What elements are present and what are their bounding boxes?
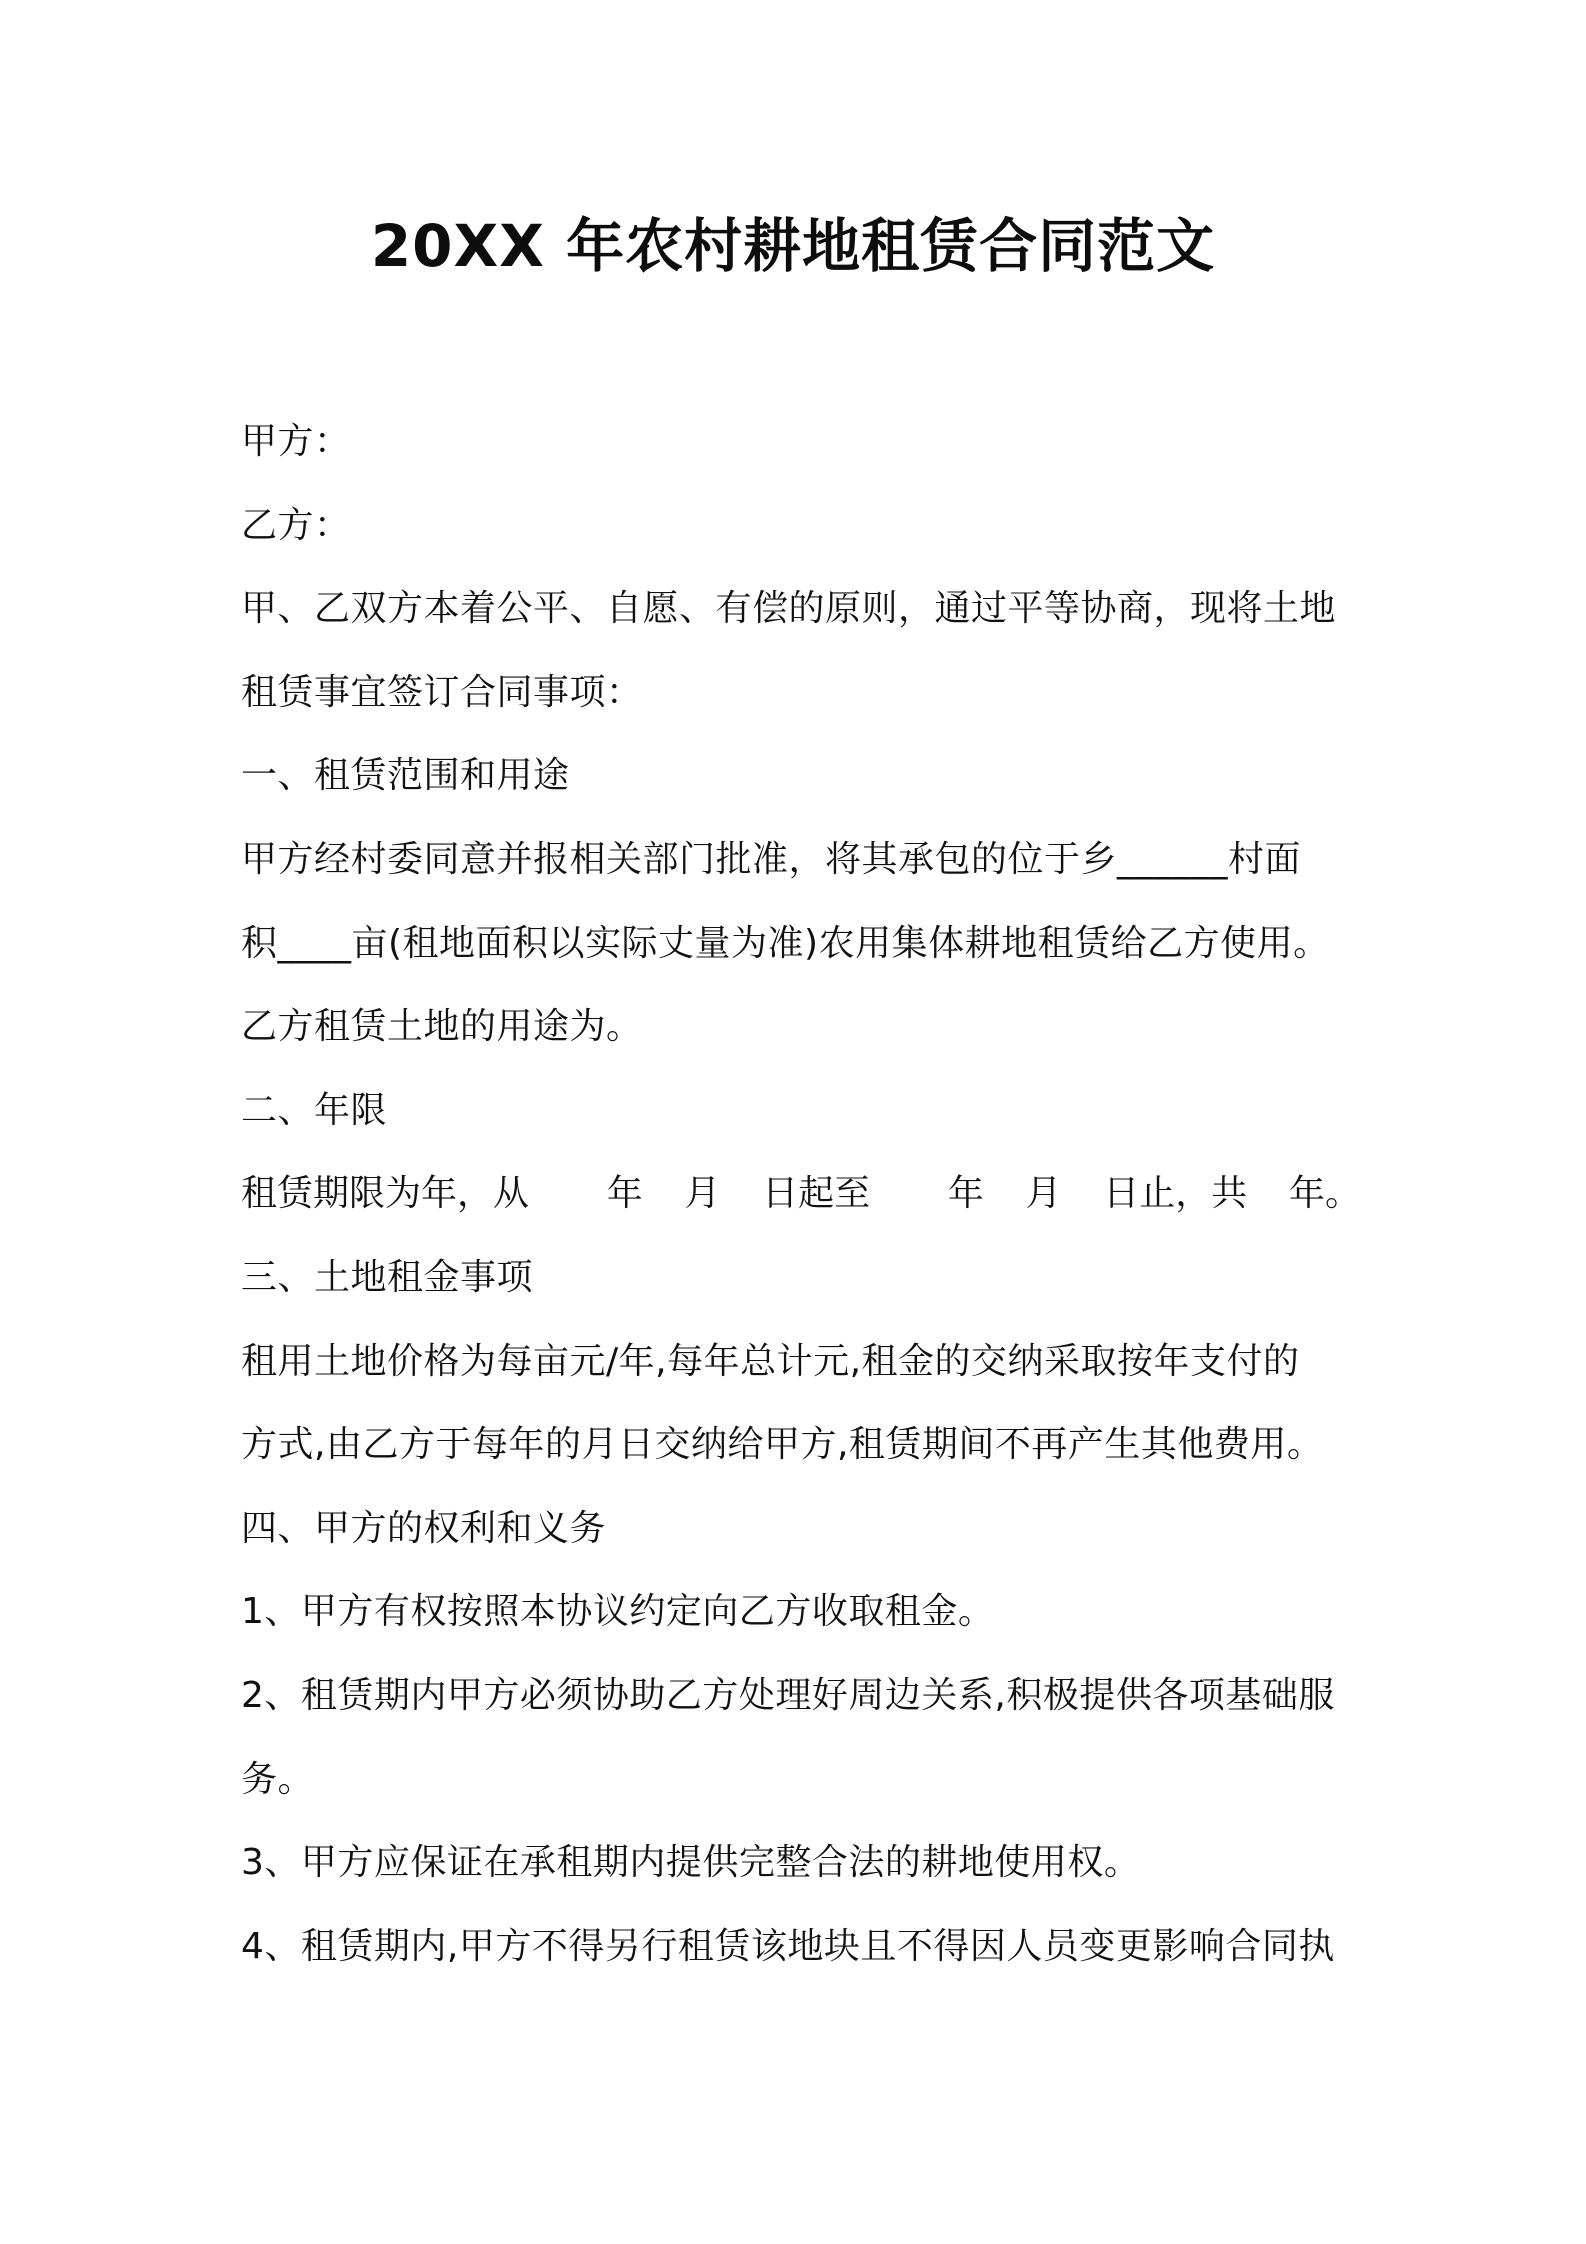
- section-4-item-4-line-1: 4、租赁期内,甲方不得另行租赁该地块且不得因人员变更影响合同执: [241, 1925, 1335, 1967]
- party-a-line: 甲方：: [241, 421, 351, 462]
- term-part-year-end: 年: [947, 1173, 984, 1215]
- intro-paragraph-line-1: 甲、乙双方本着公平、自愿、有偿的原则，通过平等协商，现将土地: [241, 588, 1337, 630]
- document-body: [241, 400, 1361, 1988]
- section-4-heading: 四、甲方的权利和义务: [241, 1507, 607, 1549]
- term-part-year-start: 年: [606, 1173, 643, 1215]
- term-part-month-start: 月: [684, 1173, 721, 1215]
- term-part-a: 租赁期限为年，从: [241, 1173, 530, 1215]
- section-3-heading: 三、土地租金事项: [241, 1256, 534, 1298]
- document-title: 20XX 年农村耕地租赁合同范文: [370, 212, 1216, 280]
- intro-paragraph-line-2: 租赁事宜签订合同事项：: [241, 671, 643, 713]
- term-part-month-end: 月: [1025, 1173, 1062, 1215]
- term-part-total: 年。: [1288, 1173, 1361, 1215]
- section-3-paragraph-line-1: 租用土地价格为每亩元/年,每年总计元,租金的交纳采取按年支付的: [241, 1340, 1300, 1382]
- term-part-day-end: 日止，共: [1103, 1173, 1248, 1215]
- section-4-item-1: 1、甲方有权按照本协议约定向乙方收取租金。: [241, 1591, 995, 1633]
- term-part-day-start: 日起至: [762, 1173, 871, 1215]
- section-4-item-2-line-1: 2、租赁期内甲方必须协助乙方处理好周边关系,积极提供各项基础服: [241, 1674, 1335, 1716]
- section-1-heading: 一、租赁范围和用途: [241, 755, 570, 797]
- section-3-paragraph-line-2: 方式,由乙方于每年的月日交纳给甲方,租赁期间不再产生其他费用。: [241, 1424, 1324, 1466]
- lease-term-line: [241, 1152, 1361, 1236]
- section-1-paragraph-line-3: 乙方租赁土地的用途为。: [241, 1006, 643, 1048]
- party-b-line: 乙方：: [241, 504, 351, 546]
- section-4-item-3: 3、甲方应保证在承租期内提供完整合法的耕地使用权。: [241, 1842, 1141, 1884]
- section-2-heading: 二、年限: [241, 1089, 388, 1131]
- section-1-paragraph-line-2: 积____亩(租地面积以实际丈量为准)农用集体耕地租赁给乙方使用。: [241, 922, 1330, 964]
- section-1-paragraph-line-1: 甲方经村委同意并报相关部门批准，将其承包的位于乡______村面: [241, 838, 1302, 880]
- section-4-item-2-line-2: 务。: [241, 1758, 315, 1800]
